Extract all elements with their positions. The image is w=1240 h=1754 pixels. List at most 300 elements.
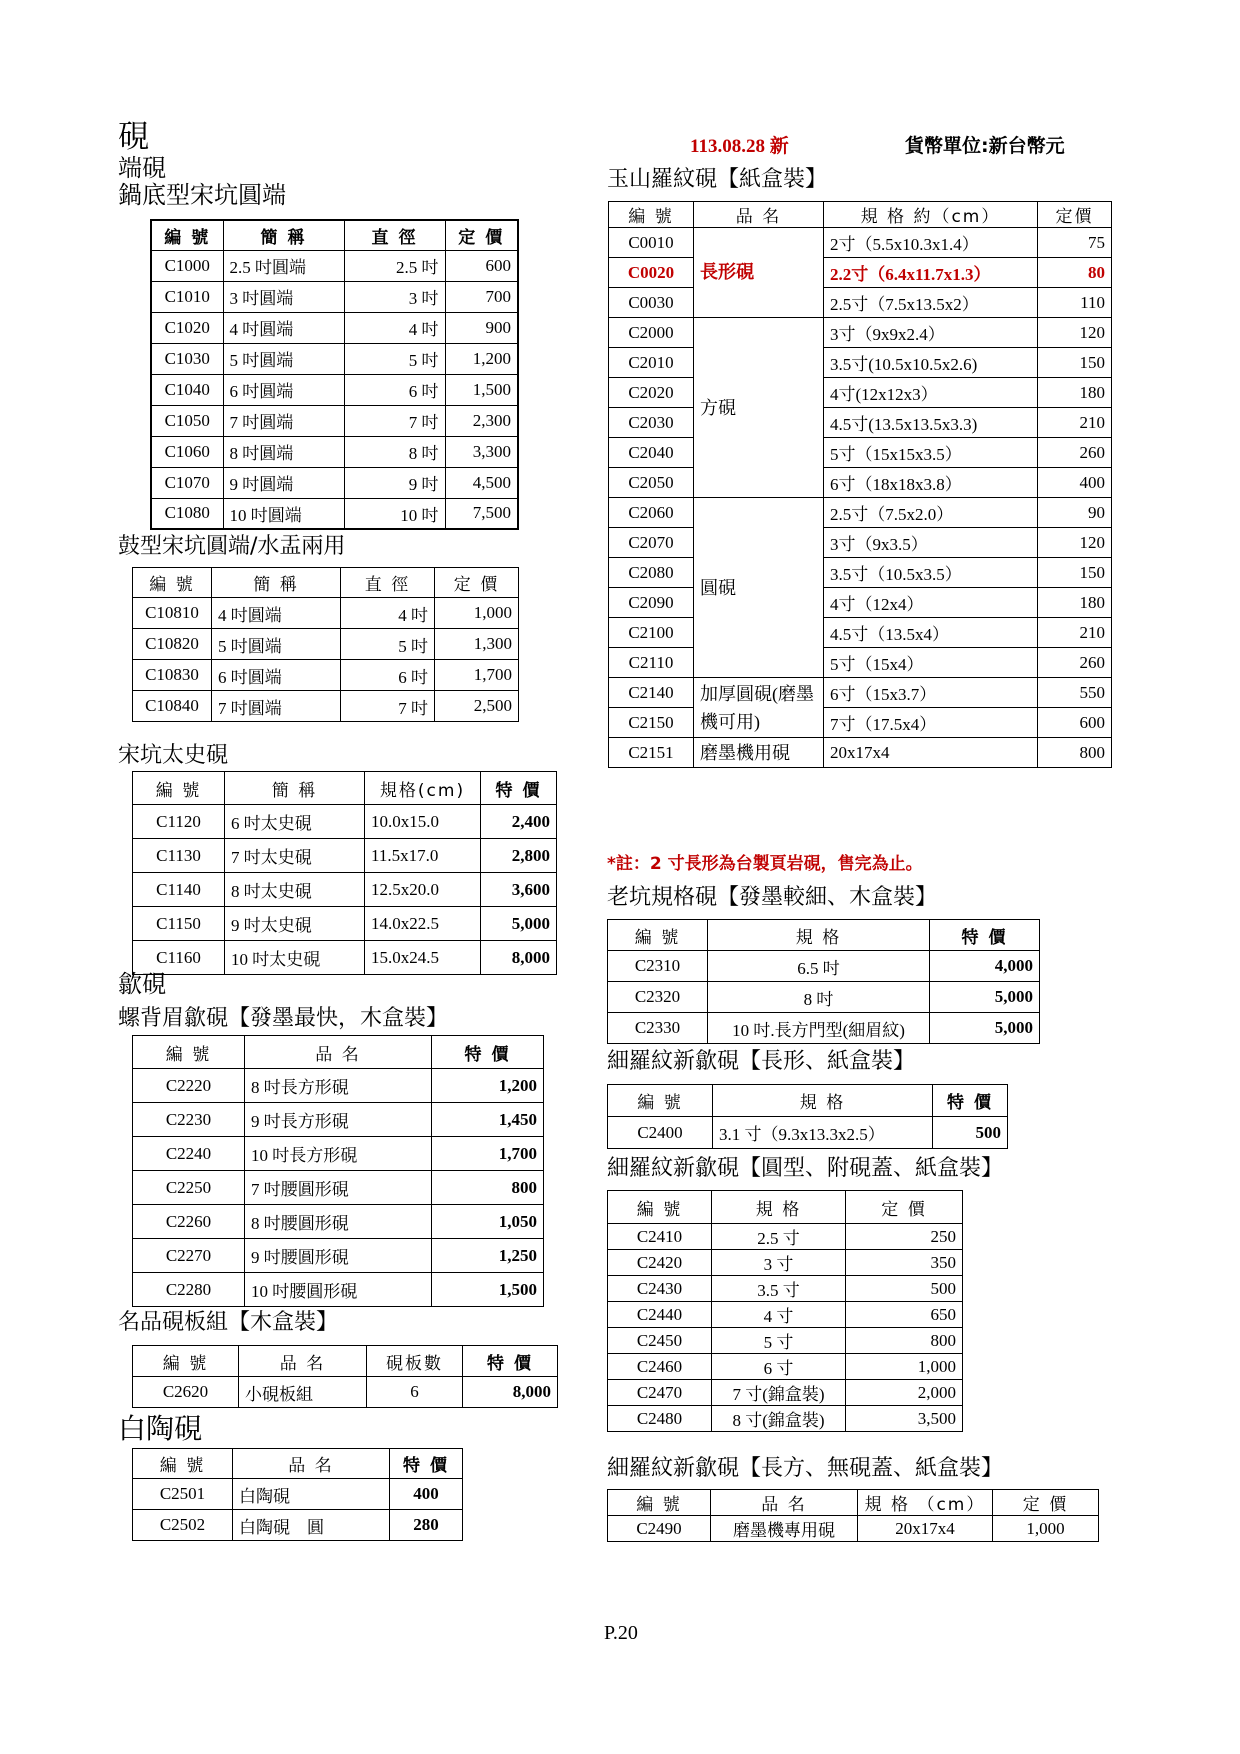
table-cell: 5 寸 [712,1328,846,1354]
table-cell: 800 [1038,738,1112,768]
table-cell: 7 吋圓端 [223,405,344,436]
col-header: 定 價 [445,220,518,250]
table-cell: 1,000 [435,598,519,629]
mingpin-title: 名品硯板組【木盒裝】 [118,1310,339,1335]
col-header: 規 格 （cm） [858,1490,993,1516]
col-header: 特 價 [481,772,557,805]
item-code: C2150 [609,708,694,738]
item-code: C1140 [133,873,225,907]
table-cell: 1,700 [435,660,519,691]
table-cell: 4 吋 [344,312,445,343]
item-code: C2440 [608,1302,712,1328]
table-cell: 4 吋圓端 [223,312,344,343]
col-header: 直 徑 [344,220,445,250]
table-row [133,1171,544,1205]
table-cell: 4 吋 [341,598,435,629]
table-row [133,907,557,941]
item-code: C2220 [133,1069,245,1103]
table-cell: 8 吋圓端 [223,436,344,467]
col-header: 編 號 [133,1346,239,1377]
table-cell: 10 吋.長方門型(細眉紋) [708,1013,930,1044]
table-cell: 8,000 [463,1377,558,1408]
table-cell: 180 [1038,378,1112,408]
group-name: 圓硯 [694,498,824,678]
table-cell: 550 [1038,678,1112,708]
table-cell: 3寸（9x9x2.4） [824,318,1038,348]
table-row [151,281,518,312]
table-cell: 3.5 寸 [712,1276,846,1302]
table-cell: 90 [1038,498,1112,528]
table-cell: 4.5寸(13.5x13.5x3.3) [824,408,1038,438]
col-header: 規 格 約（cm） [824,202,1038,228]
baitao-table [132,1448,463,1541]
item-code: C2460 [608,1354,712,1380]
table-cell: 11.5x17.0 [365,839,481,873]
table-cell: 8 吋 [708,982,930,1013]
table-cell: 8 吋太史硯 [225,873,365,907]
table-cell: 700 [445,281,518,312]
table-cell: 9 吋長方形硯 [245,1103,432,1137]
table-cell: 7 吋太史硯 [225,839,365,873]
table-cell: 6 [367,1377,463,1408]
table-row [133,1510,463,1541]
item-code: C10810 [133,598,212,629]
col-header: 簡 稱 [212,568,341,598]
table-cell: 5,000 [930,1013,1040,1044]
item-code: C2000 [609,318,694,348]
item-code: C2260 [133,1205,245,1239]
table-cell: 500 [846,1276,963,1302]
table-cell: 10 吋長方形硯 [245,1137,432,1171]
item-code: C1030 [151,343,223,374]
table-row [609,738,1112,768]
table-cell: 260 [1038,648,1112,678]
table-cell: 小硯板組 [239,1377,367,1408]
table-row [133,1069,544,1103]
table-cell: 1,700 [432,1137,544,1171]
col-header: 定 價 [993,1490,1099,1516]
table-row [133,660,519,691]
table-cell: 2,400 [481,805,557,839]
table-row [133,941,557,975]
item-code: C0010 [609,228,694,258]
col-header: 品 名 [711,1490,858,1516]
table-cell: 7 吋 [344,405,445,436]
page-number: P.20 [604,1622,638,1644]
baitao-title: 白陶硯 [118,1412,203,1445]
item-code: C2270 [133,1239,245,1273]
table-cell: 6 吋 [344,374,445,405]
xiluo1-table [607,1084,1008,1149]
item-code: C2080 [609,558,694,588]
table-row [133,873,557,907]
table-cell: 12.5x20.0 [365,873,481,907]
table-row [133,1273,544,1307]
item-code: C2151 [609,738,694,768]
table-cell: 10.0x15.0 [365,805,481,839]
item-code: C2090 [609,588,694,618]
table-row [133,1239,544,1273]
table-cell: 6 吋太史硯 [225,805,365,839]
table-cell: 白陶硯 [233,1479,390,1510]
table-cell: 3.5寸（10.5x3.5） [824,558,1038,588]
laokeng-title: 老坑規格硯【發墨較細、木盒裝】 [607,885,938,910]
table-row [151,374,518,405]
table-cell: 2,000 [846,1380,963,1406]
table-cell: 1,500 [445,374,518,405]
table-row [609,708,1112,738]
duan-heading: 端硯 [118,154,166,182]
table-cell: 白陶硯 圓 [233,1510,390,1541]
item-code: C1010 [151,281,223,312]
table-row [608,951,1040,982]
table-cell: 4.5寸（13.5x4） [824,618,1038,648]
table-row [608,1328,963,1354]
table-cell: 150 [1038,558,1112,588]
col-header: 簡 稱 [223,220,344,250]
table-cell: 110 [1038,288,1112,318]
yushan-table [608,201,1112,768]
group-name: 長形硯 [694,228,824,318]
item-code: C2502 [133,1510,233,1541]
table-row [608,982,1040,1013]
item-code: C2310 [608,951,708,982]
table-row [133,1137,544,1171]
item-code: C2620 [133,1377,239,1408]
item-code: C10830 [133,660,212,691]
table-cell: 10 吋腰圓形硯 [245,1273,432,1307]
table-cell: 2.5寸（7.5x2.0） [824,498,1038,528]
item-code: C1150 [133,907,225,941]
table-cell: 1,050 [432,1205,544,1239]
col-header: 簡 稱 [225,772,365,805]
item-code: C2070 [609,528,694,558]
item-code: C2320 [608,982,708,1013]
item-code: C2110 [609,648,694,678]
table-cell: 2.5 吋 [344,250,445,281]
table-cell: 6寸（18x18x3.8） [824,468,1038,498]
col-header: 規 格 [713,1085,933,1117]
item-code: C1050 [151,405,223,436]
item-code: C2040 [609,438,694,468]
col-header: 特 價 [930,920,1040,951]
table-row [608,1117,1008,1149]
item-code: C2250 [133,1171,245,1205]
item-code: C2010 [609,348,694,378]
table-cell: 1,450 [432,1103,544,1137]
table-cell: 20x17x4 [824,738,1038,768]
table-cell: 650 [846,1302,963,1328]
item-code: C1000 [151,250,223,281]
table-row [609,558,1112,588]
col-header: 定 價 [846,1191,963,1224]
item-code: C2450 [608,1328,712,1354]
yushan-title: 玉山羅紋硯【紙盒裝】 [607,167,828,192]
item-code: C1160 [133,941,225,975]
table-cell: 210 [1038,408,1112,438]
table-cell: 600 [445,250,518,281]
table-cell: 210 [1038,618,1112,648]
col-header: 特 價 [432,1036,544,1069]
table-row [133,629,519,660]
table-cell: 3.5寸(10.5x10.5x2.6) [824,348,1038,378]
table-cell: 2寸（5.5x10.3x1.4） [824,228,1038,258]
mingpin-table [132,1345,558,1408]
table-cell: 8 吋 [344,436,445,467]
table-cell: 400 [1038,468,1112,498]
xiluo3-title: 細羅紋新歙硯【長方、無硯蓋、紙盒裝】 [607,1456,1004,1481]
col-header: 品 名 [233,1449,390,1479]
table-row [608,1302,963,1328]
table-row [608,1380,963,1406]
item-code: C2240 [133,1137,245,1171]
table-row [608,1224,963,1250]
item-code: C1070 [151,467,223,498]
table-cell: 150 [1038,348,1112,378]
table-cell: 8 寸(錦盒裝) [712,1406,846,1432]
table-row [133,805,557,839]
table-cell: 2,300 [445,405,518,436]
col-header: 規 格 [708,920,930,951]
table-cell: 4寸（12x4） [824,588,1038,618]
item-code: C2060 [609,498,694,528]
table-row [608,1354,963,1380]
taishi-table [132,771,557,975]
item-code: C2280 [133,1273,245,1307]
item-code: C1130 [133,839,225,873]
col-header: 編 號 [133,1036,245,1069]
item-code: C10820 [133,629,212,660]
item-code: C2030 [609,408,694,438]
col-header: 編 號 [133,568,212,598]
table-cell: 1,500 [432,1273,544,1307]
she-heading: 歙硯 [118,970,166,998]
table-cell: 3 吋 [344,281,445,312]
col-header: 特 價 [463,1346,558,1377]
table-row [133,598,519,629]
table-cell: 6 吋圓端 [212,660,341,691]
col-header: 編 號 [151,220,223,250]
table-cell: 180 [1038,588,1112,618]
table-cell: 5 吋圓端 [223,343,344,374]
col-header: 品 名 [245,1036,432,1069]
table-row [609,678,1112,708]
table-cell: 3寸（9x3.5） [824,528,1038,558]
table-cell: 2.5 寸 [712,1224,846,1250]
table-cell: 5 吋 [344,343,445,374]
col-header: 定價 [1038,202,1112,228]
table-cell: 280 [390,1510,463,1541]
table-cell: 8 吋腰圓形硯 [245,1205,432,1239]
col-header: 品 名 [239,1346,367,1377]
table-cell: 2.5寸（7.5x13.5x2） [824,288,1038,318]
table-cell: 2.2寸（6.4x11.7x1.3） [824,258,1038,288]
guo-title: 鍋底型宋坑圓端 [118,181,286,209]
item-code: C1060 [151,436,223,467]
gu-title: 鼓型宋坑圓端/水盂兩用 [118,534,346,559]
table-cell: 5寸（15x4） [824,648,1038,678]
table-cell: 3,600 [481,873,557,907]
luobei-title: 螺背眉歙硯【發墨最快，木盒裝】 [118,1006,449,1031]
table-row [609,378,1112,408]
col-header: 編 號 [608,1085,713,1117]
luobei-table [132,1035,544,1307]
currency-note: 貨幣單位:新台幣元 [905,135,1065,157]
table-cell: 1,300 [435,629,519,660]
item-code: C1020 [151,312,223,343]
table-cell: 260 [1038,438,1112,468]
date-stamp: 113.08.28 新 [690,136,789,157]
table-row [151,250,518,281]
item-code: C1040 [151,374,223,405]
table-row [133,1377,558,1408]
table-cell: 5寸（15x15x3.5） [824,438,1038,468]
item-code: C2480 [608,1406,712,1432]
table-row [609,618,1112,648]
item-code: C2330 [608,1013,708,1044]
col-header: 直 徑 [341,568,435,598]
table-cell: 4寸(12x12x3） [824,378,1038,408]
laokeng-table [607,919,1040,1044]
table-cell: 10 吋 [344,498,445,529]
table-cell: 600 [1038,708,1112,738]
group-name: 磨墨機用硯 [694,738,824,768]
table-row [609,588,1112,618]
table-cell: 10 吋圓端 [223,498,344,529]
item-code: C2400 [608,1117,713,1149]
table-cell: 7 吋圓端 [212,691,341,722]
col-header: 定 價 [435,568,519,598]
table-row [133,1479,463,1510]
gu-table [132,567,519,722]
table-cell: 6 吋圓端 [223,374,344,405]
table-cell: 3,500 [846,1406,963,1432]
footnote: *註：2 寸長形為台製頁岩硯，售完為止。 [607,854,923,874]
table-cell: 5 吋 [341,629,435,660]
col-header: 編 號 [609,202,694,228]
table-cell: 磨墨機專用硯 [711,1516,858,1542]
item-code: C2430 [608,1276,712,1302]
item-code: C2020 [609,378,694,408]
col-header: 品 名 [694,202,824,228]
table-row [609,468,1112,498]
table-cell: 2,500 [435,691,519,722]
table-row [608,1406,963,1432]
table-cell: 9 吋太史硯 [225,907,365,941]
item-code: C2501 [133,1479,233,1510]
taishi-title: 宋坑太史硯 [118,743,229,768]
table-row [151,405,518,436]
item-code: C2100 [609,618,694,648]
table-row [133,1205,544,1239]
table-cell: 250 [846,1224,963,1250]
table-cell: 4,500 [445,467,518,498]
table-row [608,1276,963,1302]
table-cell: 8,000 [481,941,557,975]
col-header: 編 號 [608,1490,711,1516]
table-row [151,498,518,529]
item-code: C2470 [608,1380,712,1406]
table-cell: 5 吋圓端 [212,629,341,660]
table-cell: 1,200 [445,343,518,374]
table-cell: 6寸（15x3.7） [824,678,1038,708]
item-code: C1120 [133,805,225,839]
table-cell: 120 [1038,318,1112,348]
table-cell: 4,000 [930,951,1040,982]
table-cell: 7,500 [445,498,518,529]
table-row [133,839,557,873]
table-row [133,691,519,722]
table-cell: 900 [445,312,518,343]
item-code: C0020 [609,258,694,288]
table-cell: 9 吋腰圓形硯 [245,1239,432,1273]
table-cell: 9 吋圓端 [223,467,344,498]
table-cell: 4 寸 [712,1302,846,1328]
table-cell: 800 [432,1171,544,1205]
table-cell: 9 吋 [344,467,445,498]
group-name: 加厚圓硯(磨墨機可用) [694,678,824,738]
col-header: 規格(cm) [365,772,481,805]
table-cell: 3 吋圓端 [223,281,344,312]
table-cell: 2,800 [481,839,557,873]
table-cell: 1,000 [993,1516,1099,1542]
group-name: 方硯 [694,318,824,498]
item-code: C2140 [609,678,694,708]
page-title: 硯 [118,119,149,155]
table-cell: 120 [1038,528,1112,558]
col-header: 特 價 [390,1449,463,1479]
item-code: C2230 [133,1103,245,1137]
xiluo2-table [607,1190,963,1432]
item-code: C2050 [609,468,694,498]
table-row [609,288,1112,318]
table-cell: 3.1 寸（9.3x13.3x2.5） [713,1117,933,1149]
table-row [609,648,1112,678]
table-row [151,436,518,467]
item-code: C2420 [608,1250,712,1276]
table-cell: 3,300 [445,436,518,467]
table-cell: 5,000 [481,907,557,941]
table-cell: 20x17x4 [858,1516,993,1542]
table-cell: 6 寸 [712,1354,846,1380]
table-cell: 8 吋長方形硯 [245,1069,432,1103]
table-cell: 7 吋腰圓形硯 [245,1171,432,1205]
item-code: C0030 [609,288,694,318]
table-row [609,408,1112,438]
item-code: C2410 [608,1224,712,1250]
col-header: 硯板數 [367,1346,463,1377]
item-code: C1080 [151,498,223,529]
table-row [151,467,518,498]
table-cell: 800 [846,1328,963,1354]
table-cell: 7 寸(錦盒裝) [712,1380,846,1406]
xiluo2-title: 細羅紋新歙硯【圓型、附硯蓋、紙盒裝】 [607,1156,1004,1181]
col-header: 規 格 [712,1191,846,1224]
table-cell: 3 寸 [712,1250,846,1276]
table-row [608,1516,1099,1542]
table-row [609,528,1112,558]
item-code: C10840 [133,691,212,722]
col-header: 編 號 [133,1449,233,1479]
table-row [609,348,1112,378]
table-cell: 1,200 [432,1069,544,1103]
table-cell: 2.5 吋圓端 [223,250,344,281]
table-row [609,498,1112,528]
table-row [151,343,518,374]
table-cell: 6.5 吋 [708,951,930,982]
table-row [609,318,1112,348]
table-row [151,312,518,343]
